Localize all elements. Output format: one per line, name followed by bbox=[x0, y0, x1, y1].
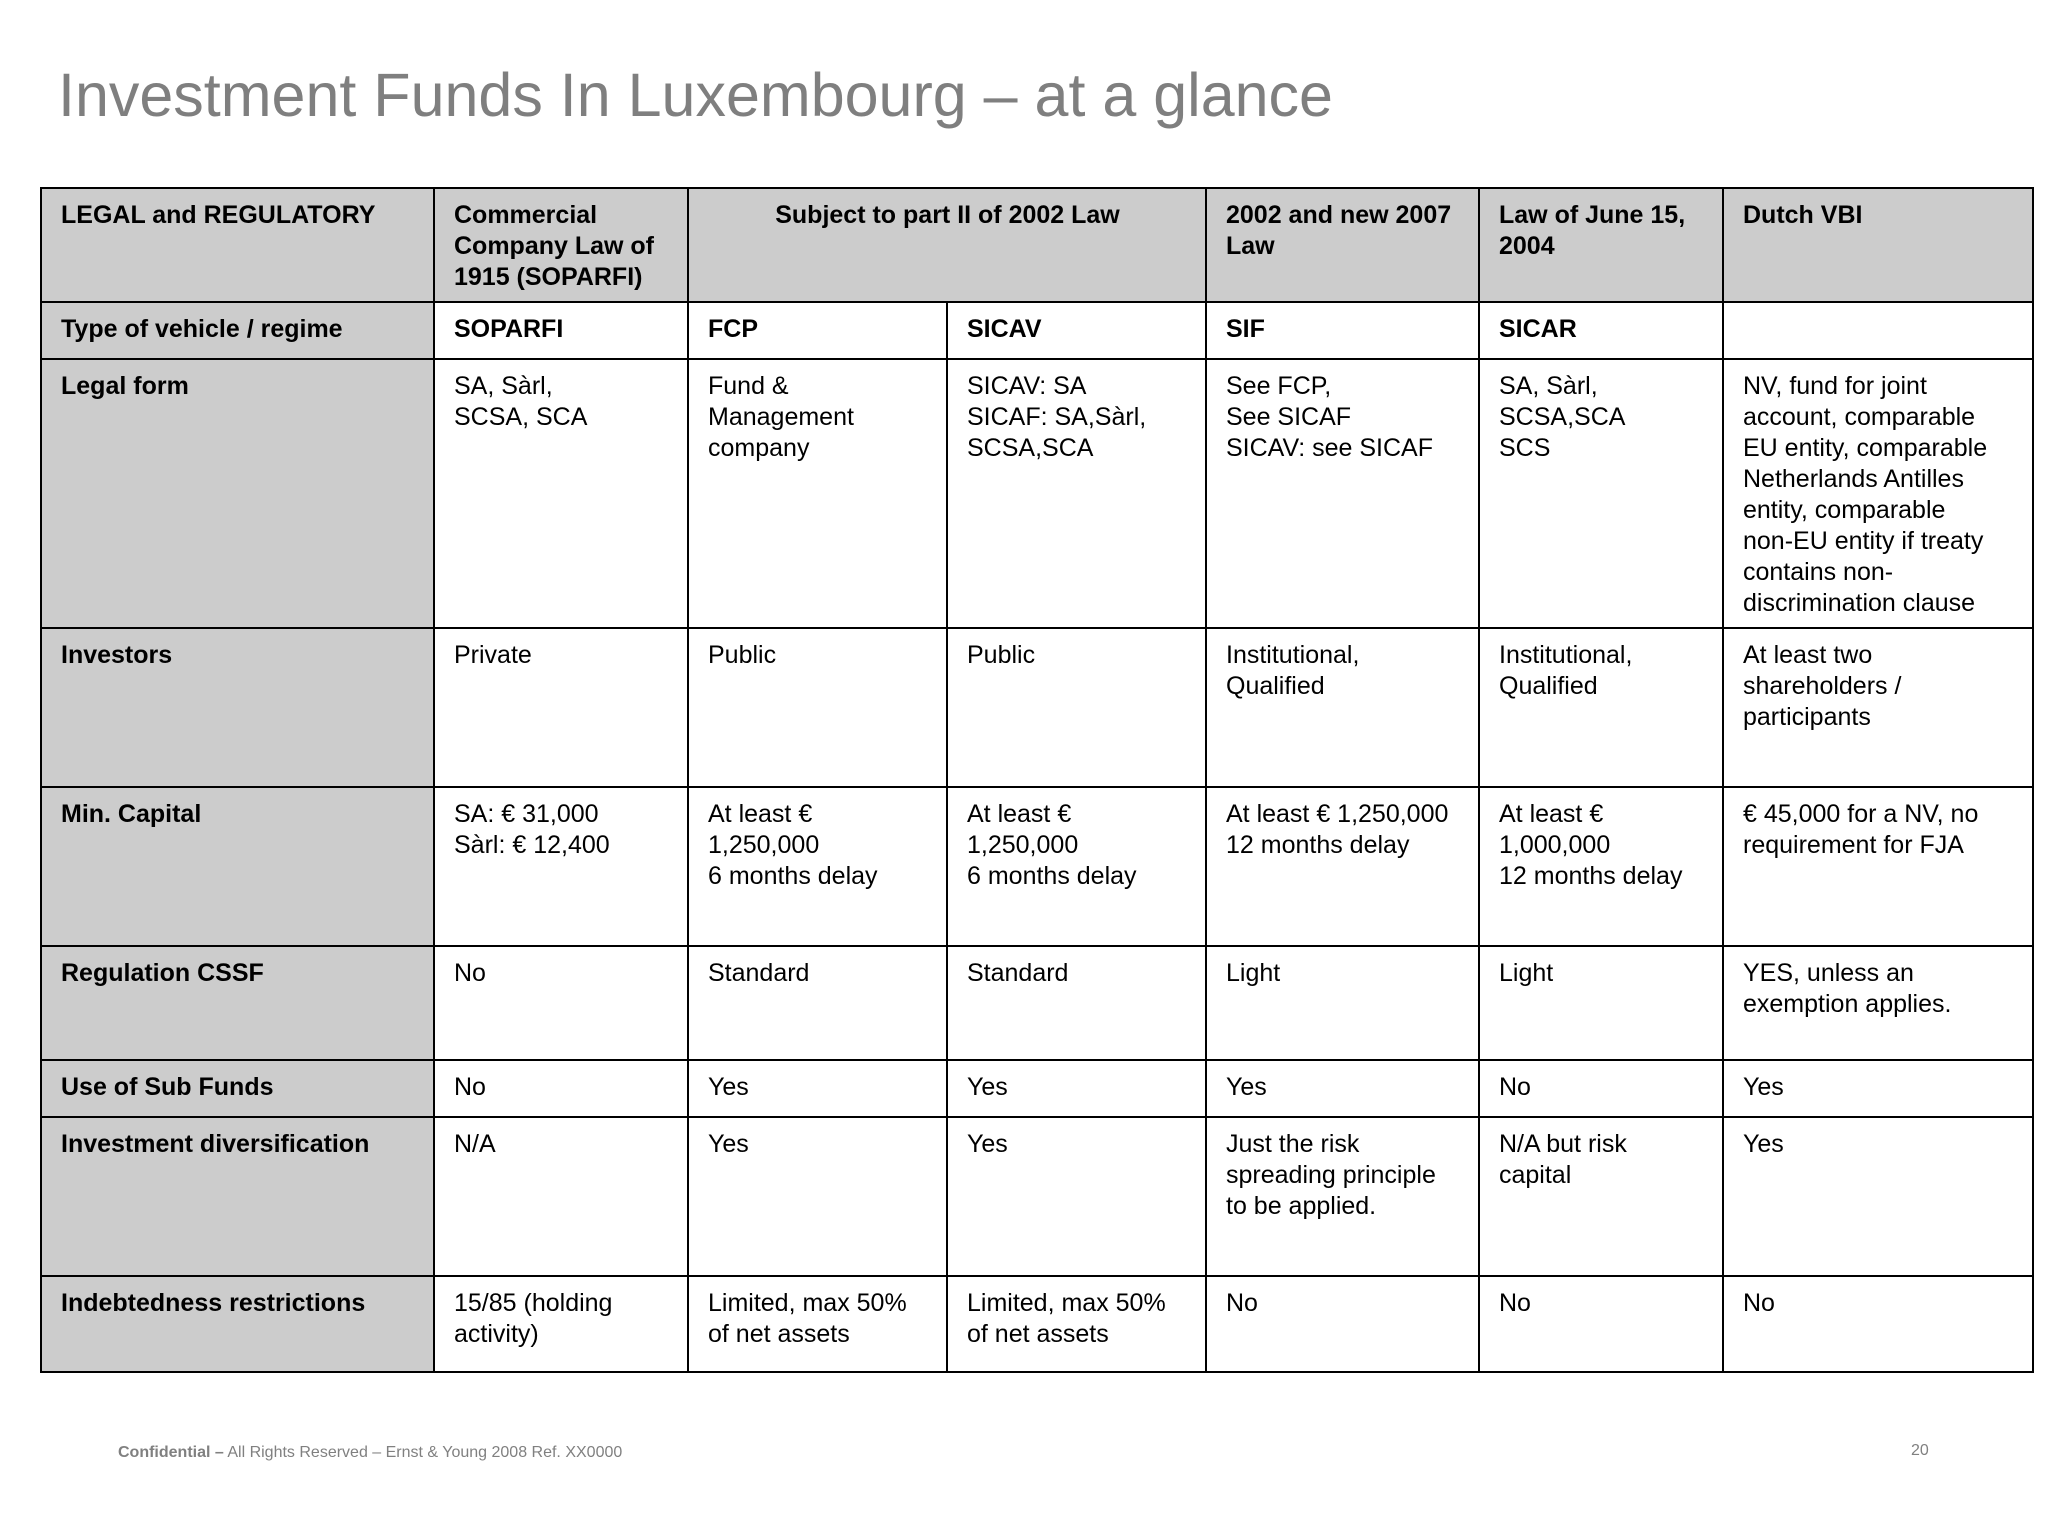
cell-text-line: At least € bbox=[708, 800, 813, 828]
cell-text-line: spreading principle bbox=[1226, 1161, 1436, 1189]
cell-text-line: At least € bbox=[1499, 800, 1604, 828]
cell-text-line: Public bbox=[708, 641, 777, 669]
cell-text-line: Yes bbox=[967, 1130, 1008, 1158]
cell-text-line: Commercial bbox=[454, 201, 598, 229]
cell-text-line: 15/85 (holding bbox=[454, 1289, 613, 1317]
row-label-legal-form: Legal form bbox=[41, 359, 434, 628]
cell-text-line: 12 months delay bbox=[1226, 831, 1410, 859]
cell-text-line: Law bbox=[1226, 232, 1275, 260]
cell-text-line: N/A bbox=[454, 1130, 496, 1158]
cell-text-line: Netherlands Antilles bbox=[1743, 465, 1964, 493]
cell-investment-diversification-soparfi bbox=[434, 1117, 688, 1276]
cell-text-line: Yes bbox=[1226, 1073, 1267, 1101]
cell-text-line: No bbox=[1499, 1289, 1531, 1317]
cell-text-line: Qualified bbox=[1499, 672, 1598, 700]
cell-text-line: participants bbox=[1743, 703, 1871, 731]
cell-use-of-sub-funds-dutch-vbi bbox=[1723, 1060, 2033, 1117]
cell-text-line: SCS bbox=[1499, 434, 1551, 462]
header-cell-commercial-law bbox=[434, 188, 688, 302]
cell-text-line: EU entity, comparable bbox=[1743, 434, 1988, 462]
vehicle-type-row bbox=[41, 302, 2033, 359]
cell-text-line: Company Law of bbox=[454, 232, 655, 260]
cell-text-line: Yes bbox=[708, 1073, 749, 1101]
cell-min-capital-sif bbox=[1206, 787, 1479, 946]
cell-indebtedness-restrictions-dutch-vbi bbox=[1723, 1276, 2033, 1372]
cell-min-capital-soparfi bbox=[434, 787, 688, 946]
header-cell-law-2002-2007 bbox=[1206, 188, 1479, 302]
cell-text-line: At least € 1,250,000 bbox=[1226, 800, 1449, 828]
cell-text-line: No bbox=[1743, 1289, 1775, 1317]
cell-indebtedness-restrictions-sicar bbox=[1479, 1276, 1723, 1372]
page-number: 20 bbox=[1911, 1442, 1929, 1459]
header-cell-part-ii: Subject to part II of 2002 Law bbox=[688, 188, 1206, 302]
cell-text-line: Public bbox=[967, 641, 1036, 669]
cell-text-line: to be applied. bbox=[1226, 1192, 1377, 1220]
cell-text-line: Sàrl: € 12,400 bbox=[454, 831, 610, 859]
vehicle-cell-sif: SIF bbox=[1206, 302, 1479, 359]
cell-investors-fcp bbox=[688, 628, 947, 787]
cell-investment-diversification-fcp bbox=[688, 1117, 947, 1276]
cell-text-line: Light bbox=[1226, 959, 1281, 987]
row-label-investment-diversification: Investment diversification bbox=[41, 1117, 434, 1276]
cell-text-line: Standard bbox=[708, 959, 810, 987]
header-cell-dutch-vbi: Dutch VBI bbox=[1723, 188, 2033, 302]
cell-text-line: SA, Sàrl, bbox=[454, 372, 553, 400]
cell-legal-form-soparfi bbox=[434, 359, 688, 628]
cell-use-of-sub-funds-sicar bbox=[1479, 1060, 1723, 1117]
cell-text-line: 2002 and new 2007 bbox=[1226, 201, 1452, 229]
cell-text-line: capital bbox=[1499, 1161, 1572, 1189]
cell-text-line: Fund & bbox=[708, 372, 789, 400]
cell-investment-diversification-dutch-vbi bbox=[1723, 1117, 2033, 1276]
cell-text-line: At least € bbox=[967, 800, 1072, 828]
cell-text-line: At least two bbox=[1743, 641, 1873, 669]
cell-text-line: No bbox=[1499, 1073, 1531, 1101]
cell-investors-sicar bbox=[1479, 628, 1723, 787]
cell-text-line: Yes bbox=[967, 1073, 1008, 1101]
cell-legal-form-dutch-vbi bbox=[1723, 359, 2033, 628]
cell-text-line: YES, unless an bbox=[1743, 959, 1914, 987]
cell-legal-form-sicar bbox=[1479, 359, 1723, 628]
table-row-investors bbox=[41, 628, 2033, 787]
cell-text-line: SA, Sàrl, bbox=[1499, 372, 1598, 400]
cell-indebtedness-restrictions-sif bbox=[1206, 1276, 1479, 1372]
cell-text-line: account, comparable bbox=[1743, 403, 1976, 431]
cell-text-line: Management bbox=[708, 403, 854, 431]
cell-min-capital-fcp bbox=[688, 787, 947, 946]
cell-text-line: 6 months delay bbox=[967, 862, 1137, 890]
cell-use-of-sub-funds-fcp bbox=[688, 1060, 947, 1117]
cell-text-line: Qualified bbox=[1226, 672, 1325, 700]
vehicle-cell-dutch-vbi bbox=[1723, 302, 2033, 359]
cell-text-line: SCSA,SCA bbox=[1499, 403, 1626, 431]
cell-text-line: 1,250,000 bbox=[967, 831, 1079, 859]
cell-text-line: entity, comparable bbox=[1743, 496, 1946, 524]
cell-text-line: Law of June 15, bbox=[1499, 201, 1686, 229]
cell-text-line: No bbox=[1226, 1289, 1258, 1317]
table-row-legal-form bbox=[41, 359, 2033, 628]
cell-text-line: Limited, max 50% bbox=[967, 1289, 1166, 1317]
cell-regulation-cssf-sicav bbox=[947, 946, 1206, 1060]
table-row-investment-diversification bbox=[41, 1117, 2033, 1276]
cell-text-line: See SICAF bbox=[1226, 403, 1352, 431]
vehicle-cell-sicav: SICAV bbox=[947, 302, 1206, 359]
cell-regulation-cssf-sif bbox=[1206, 946, 1479, 1060]
cell-text-line: SICAV: see SICAF bbox=[1226, 434, 1434, 462]
cell-text-line: NV, fund for joint bbox=[1743, 372, 1927, 400]
cell-min-capital-sicav bbox=[947, 787, 1206, 946]
cell-text-line: Just the risk bbox=[1226, 1130, 1360, 1158]
cell-text-line: 1,250,000 bbox=[708, 831, 820, 859]
row-label-min-capital: Min. Capital bbox=[41, 787, 434, 946]
cell-text-line: Yes bbox=[1743, 1073, 1784, 1101]
cell-regulation-cssf-dutch-vbi bbox=[1723, 946, 2033, 1060]
cell-indebtedness-restrictions-sicav bbox=[947, 1276, 1206, 1372]
cell-investors-dutch-vbi bbox=[1723, 628, 2033, 787]
cell-text-line: discrimination clause bbox=[1743, 589, 1976, 617]
cell-text-line: company bbox=[708, 434, 810, 462]
row-label-vehicle-type: Type of vehicle / regime bbox=[41, 302, 434, 359]
funds-comparison-table bbox=[40, 187, 2034, 1373]
cell-investors-soparfi bbox=[434, 628, 688, 787]
cell-text-line: SA: € 31,000 bbox=[454, 800, 599, 828]
cell-text-line: Institutional, bbox=[1226, 641, 1360, 669]
cell-text-line: 6 months delay bbox=[708, 862, 878, 890]
cell-investors-sicav bbox=[947, 628, 1206, 787]
header-cell-legal-regulatory: LEGAL and REGULATORY bbox=[41, 188, 434, 302]
cell-text-line: of net assets bbox=[708, 1320, 850, 1348]
cell-indebtedness-restrictions-soparfi bbox=[434, 1276, 688, 1372]
cell-text-line: Standard bbox=[967, 959, 1069, 987]
cell-investors-sif bbox=[1206, 628, 1479, 787]
cell-text-line: SCSA,SCA bbox=[967, 434, 1094, 462]
cell-text-line: 2004 bbox=[1499, 232, 1555, 260]
cell-text-line: SICAV: SA bbox=[967, 372, 1087, 400]
cell-text-line: No bbox=[454, 959, 486, 987]
cell-text-line: No bbox=[454, 1073, 486, 1101]
cell-investment-diversification-sif bbox=[1206, 1117, 1479, 1276]
vehicle-cell-soparfi: SOPARFI bbox=[434, 302, 688, 359]
cell-min-capital-sicar bbox=[1479, 787, 1723, 946]
cell-regulation-cssf-fcp bbox=[688, 946, 947, 1060]
cell-text-line: 1,000,000 bbox=[1499, 831, 1611, 859]
cell-legal-form-fcp bbox=[688, 359, 947, 628]
cell-text-line: 1915 (SOPARFI) bbox=[454, 263, 643, 291]
table-row-indebtedness-restrictions bbox=[41, 1276, 2033, 1372]
cell-legal-form-sicav bbox=[947, 359, 1206, 628]
cell-text-line: Light bbox=[1499, 959, 1554, 987]
cell-text-line: Yes bbox=[1743, 1130, 1784, 1158]
footer-rights-text: All Rights Reserved – Ernst & Young 2008 Ref. XX0000 bbox=[223, 1444, 623, 1461]
cell-text-line: activity) bbox=[454, 1320, 539, 1348]
cell-text-line: SCSA, SCA bbox=[454, 403, 588, 431]
cell-use-of-sub-funds-soparfi bbox=[434, 1060, 688, 1117]
cell-regulation-cssf-sicar bbox=[1479, 946, 1723, 1060]
cell-investment-diversification-sicar bbox=[1479, 1117, 1723, 1276]
row-label-use-of-sub-funds: Use of Sub Funds bbox=[41, 1060, 434, 1117]
cell-use-of-sub-funds-sif bbox=[1206, 1060, 1479, 1117]
row-label-regulation-cssf: Regulation CSSF bbox=[41, 946, 434, 1060]
row-label-investors: Investors bbox=[41, 628, 434, 787]
table-row-regulation-cssf bbox=[41, 946, 2033, 1060]
cell-text-line: of net assets bbox=[967, 1320, 1109, 1348]
table-row-min-capital bbox=[41, 787, 2033, 946]
cell-text-line: requirement for FJA bbox=[1743, 831, 1964, 859]
cell-text-line: shareholders / bbox=[1743, 672, 1902, 700]
cell-text-line: Yes bbox=[708, 1130, 749, 1158]
cell-legal-form-sif bbox=[1206, 359, 1479, 628]
vehicle-cell-sicar: SICAR bbox=[1479, 302, 1723, 359]
cell-text-line: exemption applies. bbox=[1743, 990, 1952, 1018]
slide-title: Investment Funds In Luxembourg – at a glance bbox=[58, 61, 1333, 129]
footer-confidential-label: Confidential – bbox=[118, 1444, 224, 1461]
vehicle-cell-fcp: FCP bbox=[688, 302, 947, 359]
cell-text-line: contains non- bbox=[1743, 558, 1894, 586]
cell-min-capital-dutch-vbi bbox=[1723, 787, 2033, 946]
cell-text-line: Limited, max 50% bbox=[708, 1289, 907, 1317]
footer-confidential bbox=[118, 1444, 622, 1462]
cell-indebtedness-restrictions-fcp bbox=[688, 1276, 947, 1372]
table-header-row bbox=[41, 188, 2033, 302]
cell-use-of-sub-funds-sicav bbox=[947, 1060, 1206, 1117]
cell-text-line: 12 months delay bbox=[1499, 862, 1683, 890]
cell-text-line: N/A but risk bbox=[1499, 1130, 1627, 1158]
cell-text-line: SICAF: SA,Sàrl, bbox=[967, 403, 1147, 431]
table-row-use-of-sub-funds bbox=[41, 1060, 2033, 1117]
cell-investment-diversification-sicav bbox=[947, 1117, 1206, 1276]
cell-text-line: Institutional, bbox=[1499, 641, 1633, 669]
cell-text-line: non-EU entity if treaty bbox=[1743, 527, 1984, 555]
header-cell-law-june-2004 bbox=[1479, 188, 1723, 302]
cell-text-line: See FCP, bbox=[1226, 372, 1332, 400]
cell-text-line: € 45,000 for a NV, no bbox=[1743, 800, 1979, 828]
cell-regulation-cssf-soparfi bbox=[434, 946, 688, 1060]
row-label-indebtedness-restrictions: Indebtedness restrictions bbox=[41, 1276, 434, 1372]
cell-text-line: Private bbox=[454, 641, 532, 669]
